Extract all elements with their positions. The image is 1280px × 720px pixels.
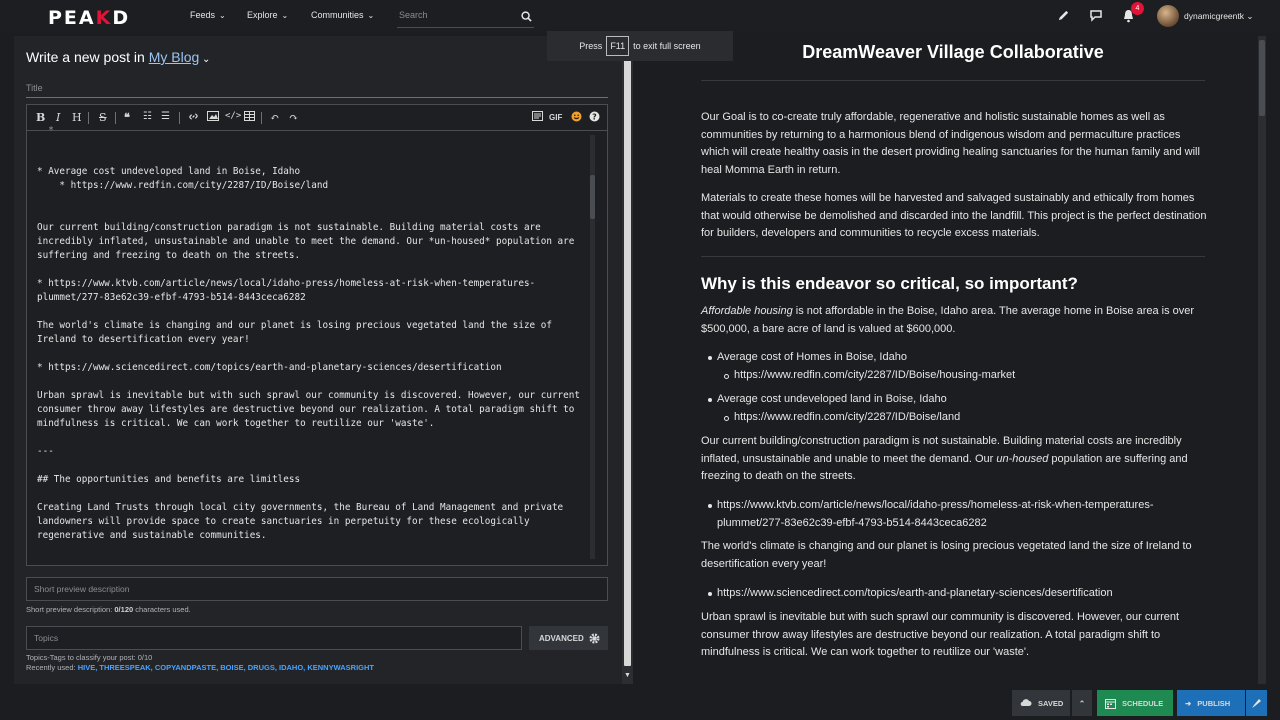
preview-paragraph: Our Goal is to co-create truly affordable, regenerative and holistic sustainable homes as well as communities by returning to a harmonious blend of indigenous wisdom and permaculture practices which will create healthy oasis in the desert providing healing sanctuaries for the human family and will heal Momma Earth in return. — [701, 111, 1200, 176]
strikethrough-icon[interactable]: S — [99, 111, 107, 124]
bullet — [708, 398, 712, 402]
preview-link[interactable]: https://www.redfin.com/city/2287/ID/Boise/housing-market — [734, 369, 1016, 381]
nav-explore[interactable]: Explore ⌄ — [247, 10, 289, 20]
toolbar-divider — [179, 112, 180, 124]
editor-line — [37, 375, 593, 389]
bold-icon[interactable]: B — [36, 111, 46, 124]
peakd-logo[interactable]: PEAKD — [48, 7, 131, 29]
editor-line: plummet/277-83e62c39-efbf-4793-b514-8443ceca6282 — [37, 292, 306, 303]
chevron-down-icon[interactable]: ⌄ — [199, 54, 211, 65]
advanced-button[interactable]: ADVANCED — [529, 626, 608, 650]
bullet — [708, 356, 712, 360]
search-box — [397, 4, 534, 28]
emoji-icon[interactable] — [571, 111, 582, 125]
editor-line — [37, 207, 593, 221]
ordered-list-icon[interactable]: ☷ — [143, 111, 152, 122]
saved-button[interactable]: SAVED — [1012, 690, 1070, 716]
rocket-icon — [1251, 698, 1262, 709]
undo-icon[interactable]: ↶ — [270, 111, 280, 124]
link-icon[interactable] — [188, 111, 199, 125]
title-field — [26, 78, 608, 98]
editor-line: --- — [37, 446, 54, 457]
chevron-down-icon: ⌄ — [219, 10, 226, 20]
topics-field — [26, 626, 522, 650]
editor-line: ## The opportunities and benefits are limitless — [37, 474, 301, 485]
f11-key: F11 — [606, 36, 629, 56]
editor-line: incredibly inflated, unsustainable and unable to meet the demand. Our *un-housed* population are — [37, 236, 575, 247]
search-input[interactable] — [397, 4, 512, 26]
code-icon[interactable]: </> — [225, 111, 242, 121]
publish-rocket-button[interactable] — [1246, 690, 1267, 716]
editor-line: suffering and freezing to death on the streets. — [37, 250, 301, 261]
preview-scrollbar-thumb[interactable] — [1259, 40, 1265, 116]
editor-line: Our current building/construction paradigm is not sustainable. Building material costs are — [37, 222, 541, 233]
preview-link[interactable]: https://www.redfin.com/city/2287/ID/Boise/land — [734, 411, 961, 423]
topics-input[interactable] — [27, 627, 521, 649]
divider — [701, 80, 1205, 81]
editor-content — [37, 165, 593, 543]
blog-selector[interactable]: My Blog — [148, 49, 200, 65]
arrow-right-icon: ➜ — [1185, 698, 1192, 708]
nav-feeds[interactable]: Feeds ⌄ — [190, 10, 226, 20]
preview-paragraph: Urban sprawl is inevitable but with such sprawl our community is discovered. However, our current consumer throw away lifestyles are destructive beyond our realization. A total paradigm shift to mindfulness is critical. We can work together to reutilize our 'waste'. — [701, 611, 1180, 659]
editor-line — [37, 487, 593, 501]
editor-scrollbar-thumb[interactable] — [590, 175, 595, 219]
editor-line: * Average cost undeveloped land in Boise, Idaho — [37, 166, 301, 177]
heading-icon[interactable]: H — [72, 111, 82, 124]
partial-line: * — [37, 125, 334, 136]
toolbar-divider — [115, 112, 116, 124]
schedule-button[interactable]: SCHEDULE — [1097, 690, 1173, 716]
editor-line: regenerative and sustainable communities. — [37, 530, 267, 541]
editor-line: * https://www.sciencedirect.com/topics/earth-and-planetary-sciences/desertification — [37, 362, 502, 373]
preview-heading: Why is this endeavor so critical, so important? — [701, 274, 1078, 293]
topics-hint: Topics-Tags to classify your post: 0/10 — [26, 653, 153, 662]
save-options-button[interactable] — [1072, 690, 1092, 716]
editor-line — [37, 347, 593, 361]
editor-panel — [14, 36, 622, 684]
post-preview — [648, 36, 1258, 684]
editor-panel-scrollbar-thumb[interactable] — [624, 38, 631, 666]
search-icon[interactable] — [521, 9, 532, 27]
top-navbar — [0, 0, 1280, 33]
editor-line: Ireland to desertification every year! — [37, 334, 250, 345]
preview-paragraph: The world's climate is changing and our planet is losing precious vegetated land the size of Ireland to desertification every year! — [701, 540, 1192, 570]
editor-line — [37, 305, 593, 319]
bullet — [724, 416, 729, 421]
preview-description-hint: Short preview description: 0/120 characters used. — [26, 605, 191, 614]
preview-title: DreamWeaver Village Collaborative — [802, 42, 1104, 62]
fullscreen-tooltip: Press F11 to exit full screen — [547, 31, 733, 61]
list-item: Average cost of Homes in Boise, Idaho — [717, 351, 907, 363]
editor-line — [37, 193, 593, 207]
chevron-up-icon: ⌃ — [1078, 698, 1086, 708]
editor-line — [37, 431, 593, 445]
notification-badge: 4 — [1131, 2, 1144, 15]
preview-paragraph: Affordable housing is not affordable in the Boise, Idaho area. The average home in Boise area is over $500,000, a bare acre of land is valued at $600,000. — [701, 305, 1195, 335]
chat-icon[interactable] — [1089, 9, 1103, 27]
editor-line: mindfulness is critical. We can work together to reutilize our 'waste'. — [37, 418, 435, 429]
italic-icon[interactable]: I — [56, 111, 61, 124]
gif-button[interactable]: GIF — [549, 113, 563, 122]
table-icon[interactable] — [244, 111, 255, 124]
editor-line: consumer throw away lifestyles are destructive beyond our realization. A total paradigm shift to — [37, 404, 575, 415]
gear-icon — [589, 633, 600, 644]
editor-textarea[interactable] — [27, 125, 593, 565]
unordered-list-icon[interactable]: ☰ — [161, 111, 170, 122]
editor-line: * https://www.ktvb.com/article/news/local/idaho-press/homeless-at-risk-when-temperatures- — [37, 278, 536, 289]
toolbar-divider — [88, 112, 89, 124]
calendar-icon — [1105, 698, 1116, 709]
editor-line — [37, 263, 593, 277]
quote-icon[interactable]: ❝ — [124, 111, 130, 124]
preview-link[interactable]: https://www.sciencedirect.com/topics/earth-and-planetary-sciences/desertification — [717, 587, 1113, 599]
bullet — [708, 592, 712, 596]
avatar[interactable] — [1157, 5, 1179, 27]
preview-description-field — [26, 577, 608, 601]
preview-scrollbar-track[interactable] — [1258, 36, 1266, 684]
editor-line: The world's climate is changing and our planet is losing precious vegetated land the size of — [37, 320, 552, 331]
editor-line — [37, 459, 593, 473]
snippet-icon[interactable] — [532, 111, 543, 124]
svg-text:?: ? — [592, 112, 597, 122]
toolbar-divider — [261, 112, 262, 124]
markdown-editor — [26, 104, 608, 566]
recent-tags: Recently used: HIVE, THREESPEAK, COPYANDPASTE, BOISE, DRUGS, IDAHO, KENNYWASRIGHT — [26, 663, 375, 672]
image-icon[interactable] — [207, 111, 219, 124]
preview-link[interactable]: https://www.ktvb.com/article/news/local/idaho-press/homeless-at-risk-when-temperatures-plummet/277-83e62c39-efbf-4793-b514-8443ceca6282 — [717, 499, 1154, 529]
list-item: Average cost undeveloped land in Boise, Idaho — [717, 393, 947, 405]
chevron-down-icon: ⌄ — [281, 10, 289, 20]
nav-communities[interactable]: Communities ⌄ — [311, 10, 375, 20]
pencil-icon[interactable] — [1057, 9, 1070, 27]
editor-line: Creating Land Trusts through local city governments, the Bureau of Land Management and private — [37, 502, 564, 513]
username-menu[interactable]: dynamicgreentk ⌄ — [1184, 11, 1254, 21]
chevron-down-icon: ⌄ — [1246, 11, 1254, 21]
preview-paragraph: Materials to create these homes will be harvested and salvaged sustainably and ethically from homes that would otherwise be demolished and discarded into the landfill. This project is the perfect destination for builders, developers and communities to recycle excess materials. — [701, 192, 1207, 240]
editor-line: Urban sprawl is inevitable but with such sprawl our community is discovered. However, our current — [37, 390, 580, 401]
preview-paragraph: Our current building/construction paradigm is not sustainable. Building material costs are incredibly inflated, unsustainable and unable to meet the demand. Our un-housed population are suffering and freezing to death on the streets. — [701, 435, 1188, 483]
editor-heading: Write a new post in My Blog ⌄ — [26, 49, 211, 65]
redo-icon[interactable]: ↷ — [289, 111, 299, 124]
recent-tag-list[interactable]: HIVE, THREESPEAK, COPYANDPASTE, BOISE, DRUGS, IDAHO, KENNYWASRIGHT — [77, 663, 375, 672]
editor-line: * https://www.redfin.com/city/2287/ID/Boise/land — [37, 180, 329, 191]
scroll-down-arrow-icon[interactable]: ▼ — [624, 672, 631, 679]
chevron-down-icon: ⌄ — [367, 10, 375, 20]
preview-description-input[interactable] — [27, 578, 607, 600]
bullet — [708, 504, 712, 508]
bullet — [724, 374, 729, 379]
divider — [701, 256, 1205, 257]
publish-button[interactable]: ➜ PUBLISH — [1177, 690, 1245, 716]
editor-line: landowners will provide space to create sanctuaries in perpetuity for these ecologically — [37, 516, 530, 527]
cloud-check-icon — [1020, 698, 1032, 708]
title-input[interactable] — [26, 83, 608, 93]
help-icon[interactable] — [589, 111, 600, 125]
